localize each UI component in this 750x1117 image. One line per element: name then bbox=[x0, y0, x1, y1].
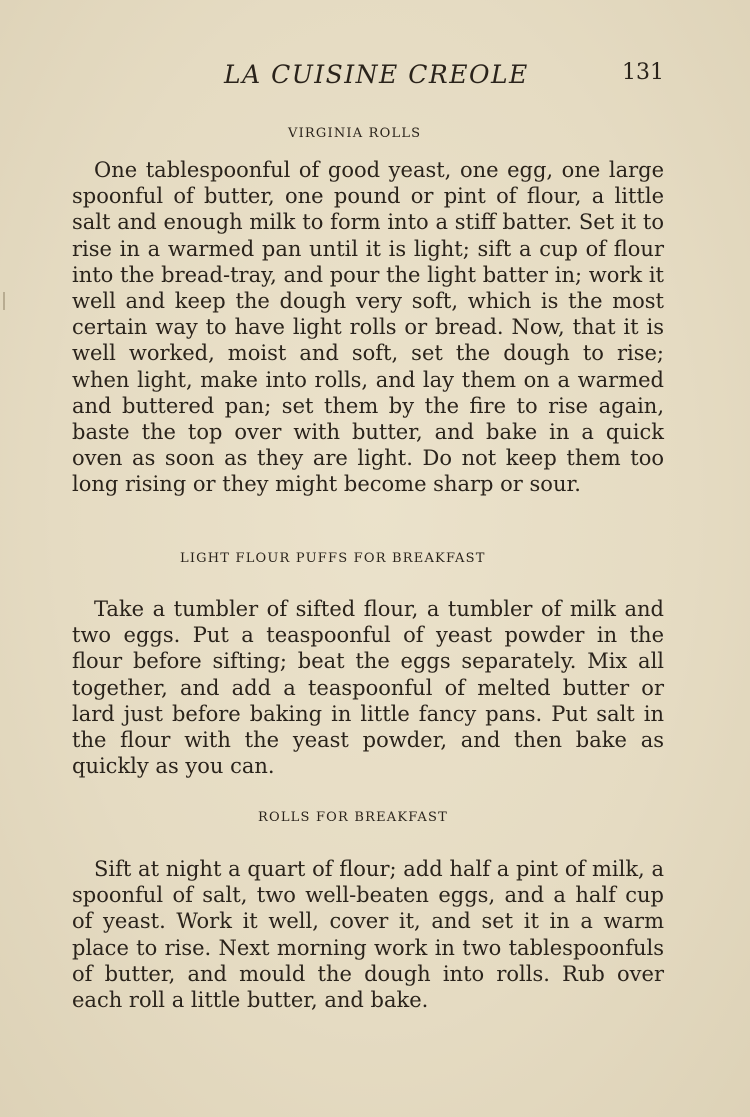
recipe-body-light-flour-puffs bbox=[72, 596, 664, 779]
recipe-body-rolls-for-breakfast bbox=[72, 856, 664, 1013]
recipe-body-text: One tablespoonful of good yeast, one egg, one large spoonful of butter, one pound or pint of flour, a little salt and enough milk to form into a stiff batter. Set it to rise in a warmed pan until it is light; sift a cup of flour into the bread-tray, and pour the light batter in; work it well and keep the dough very soft, which is the most certain way to have light rolls or bread. Now, that it is well worked, moist and soft, set the dough to rise; when light, make into rolls, and lay them on a warmed and buttered pan; set them by the fire to rise again, baste the top over with butter, and bake in a quick oven as soon as they are light. Do not keep them too long rising or they might become sharp or sour. bbox=[72, 158, 664, 497]
recipe-title-rolls-for-breakfast: ROLLS FOR BREAKFAST bbox=[258, 810, 448, 825]
running-title: LA CUISINE CREOLE bbox=[224, 60, 529, 89]
page-smudge bbox=[3, 292, 5, 310]
recipe-title-virginia-rolls: VIRGINIA ROLLS bbox=[288, 126, 422, 141]
recipe-title-light-flour-puffs: LIGHT FLOUR PUFFS FOR BREAKFAST bbox=[180, 551, 486, 566]
recipe-body-text: Take a tumbler of sifted flour, a tumbler of milk and two eggs. Put a teaspoonful of yeast powder in the flour before sifting; beat the eggs separately. Mix all together, and add a teaspoonful of melted butter or lard just before baking in little fancy pans. Put salt in the flour with the yeast powder, and then bake as quickly as you can. bbox=[72, 597, 664, 779]
page-number: 131 bbox=[622, 60, 664, 85]
recipe-body-virginia-rolls bbox=[72, 157, 664, 498]
recipe-body-text: Sift at night a quart of flour; add half a pint of milk, a spoonful of salt, two well-beaten eggs, and a half cup of yeast. Work it well, cover it, and set it in a warm place to rise. Next morning work in two tablespoonfuls of butter, and mould the dough into rolls. Rub over each roll a little butter, and bake. bbox=[72, 857, 664, 1013]
